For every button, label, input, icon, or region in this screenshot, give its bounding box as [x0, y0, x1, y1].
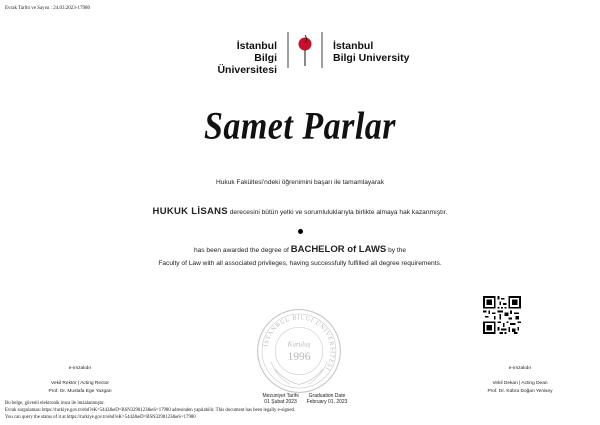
document-date-number: Evrak Tarihi ve Sayısı : 24.03.2023-17980 — [5, 6, 90, 11]
university-seal-image — [255, 307, 343, 395]
seal-arc-text: İSTANBUL BİLGİ ÜNİVERSİTESİ — [263, 315, 335, 372]
graduation-date-en: February 01, 2023 — [306, 399, 348, 405]
seal-year: 1996 — [287, 350, 311, 363]
separator-dot — [298, 229, 303, 234]
left-signature-name: Prof. Dr. Mustafa Ege Yazgan — [48, 389, 112, 394]
left-signature-title: Vekil Rektör | Acting Rector — [50, 381, 110, 386]
graduation-label-tr: Mezuniyet Tarihi — [262, 393, 299, 399]
logo-tr-line1: İstanbul — [236, 40, 277, 52]
english-degree: BACHELOR of LAWS — [290, 244, 387, 255]
graduation-label-en: Graduation Date — [308, 393, 346, 399]
right-signature-eimza: e-imzalıdır — [508, 366, 532, 371]
english-post: by the — [386, 247, 407, 254]
graduation-date-tr: 01 Şubat 2023 — [264, 399, 297, 405]
logo-tr-line2: Bilgi Üniversitesi — [217, 52, 277, 76]
turkish-line-1: Hukuk Fakültesi'ndeki öğrenimini başarı ile tamamlayarak — [215, 179, 384, 186]
right-signature-title: Vekil Dekan | Acting Dean — [492, 381, 548, 386]
english-line-2: Faculty of Law with all associated privileges, having successfully fulfilled all degree requirements. — [158, 260, 442, 267]
logo-text-english — [333, 40, 443, 64]
footer-line-1: Bu belge, güvenli elektronik imza ile imzalanmıştır. — [5, 401, 105, 406]
footer-line-3: You can query the status of it at https://turkiye.gov.tr/ebd?eK=5442&eD=BSN3298123&eS=17980 — [5, 415, 196, 420]
english-line-1 — [0, 244, 600, 255]
left-signature-eimza: e-imzalıdır — [68, 366, 92, 371]
turkish-line-2 — [0, 206, 600, 217]
logo-en-line1: İstanbul — [333, 40, 374, 52]
english-pre: has been awarded the degree of — [193, 247, 291, 254]
qr-code — [483, 296, 521, 334]
logo-text-turkish — [195, 40, 277, 76]
turkish-degree: HUKUK LİSANS — [152, 206, 228, 217]
turkish-line-2-rest: derecesini bütün yetki ve sorumluluklarıyla birlikte almaya hak kazanmıştır. — [227, 209, 448, 216]
right-signature-name: Prof. Dr. Kübra Doğan Yenisey — [487, 389, 553, 394]
logo-en-line2: Bilgi University — [333, 52, 410, 64]
seal-kurulus: Kuruluş — [287, 340, 311, 349]
footer-line-2: Evrak sorgulaması https://turkiye.gov.tr/ebd?eK=5442&eD=BSN3298123&eS=17980 adresinden yapılabilir. This document has been legally e-signed. — [5, 408, 296, 413]
graduate-name: Samet Parlar — [203, 105, 397, 148]
university-logo-icon — [284, 30, 326, 70]
